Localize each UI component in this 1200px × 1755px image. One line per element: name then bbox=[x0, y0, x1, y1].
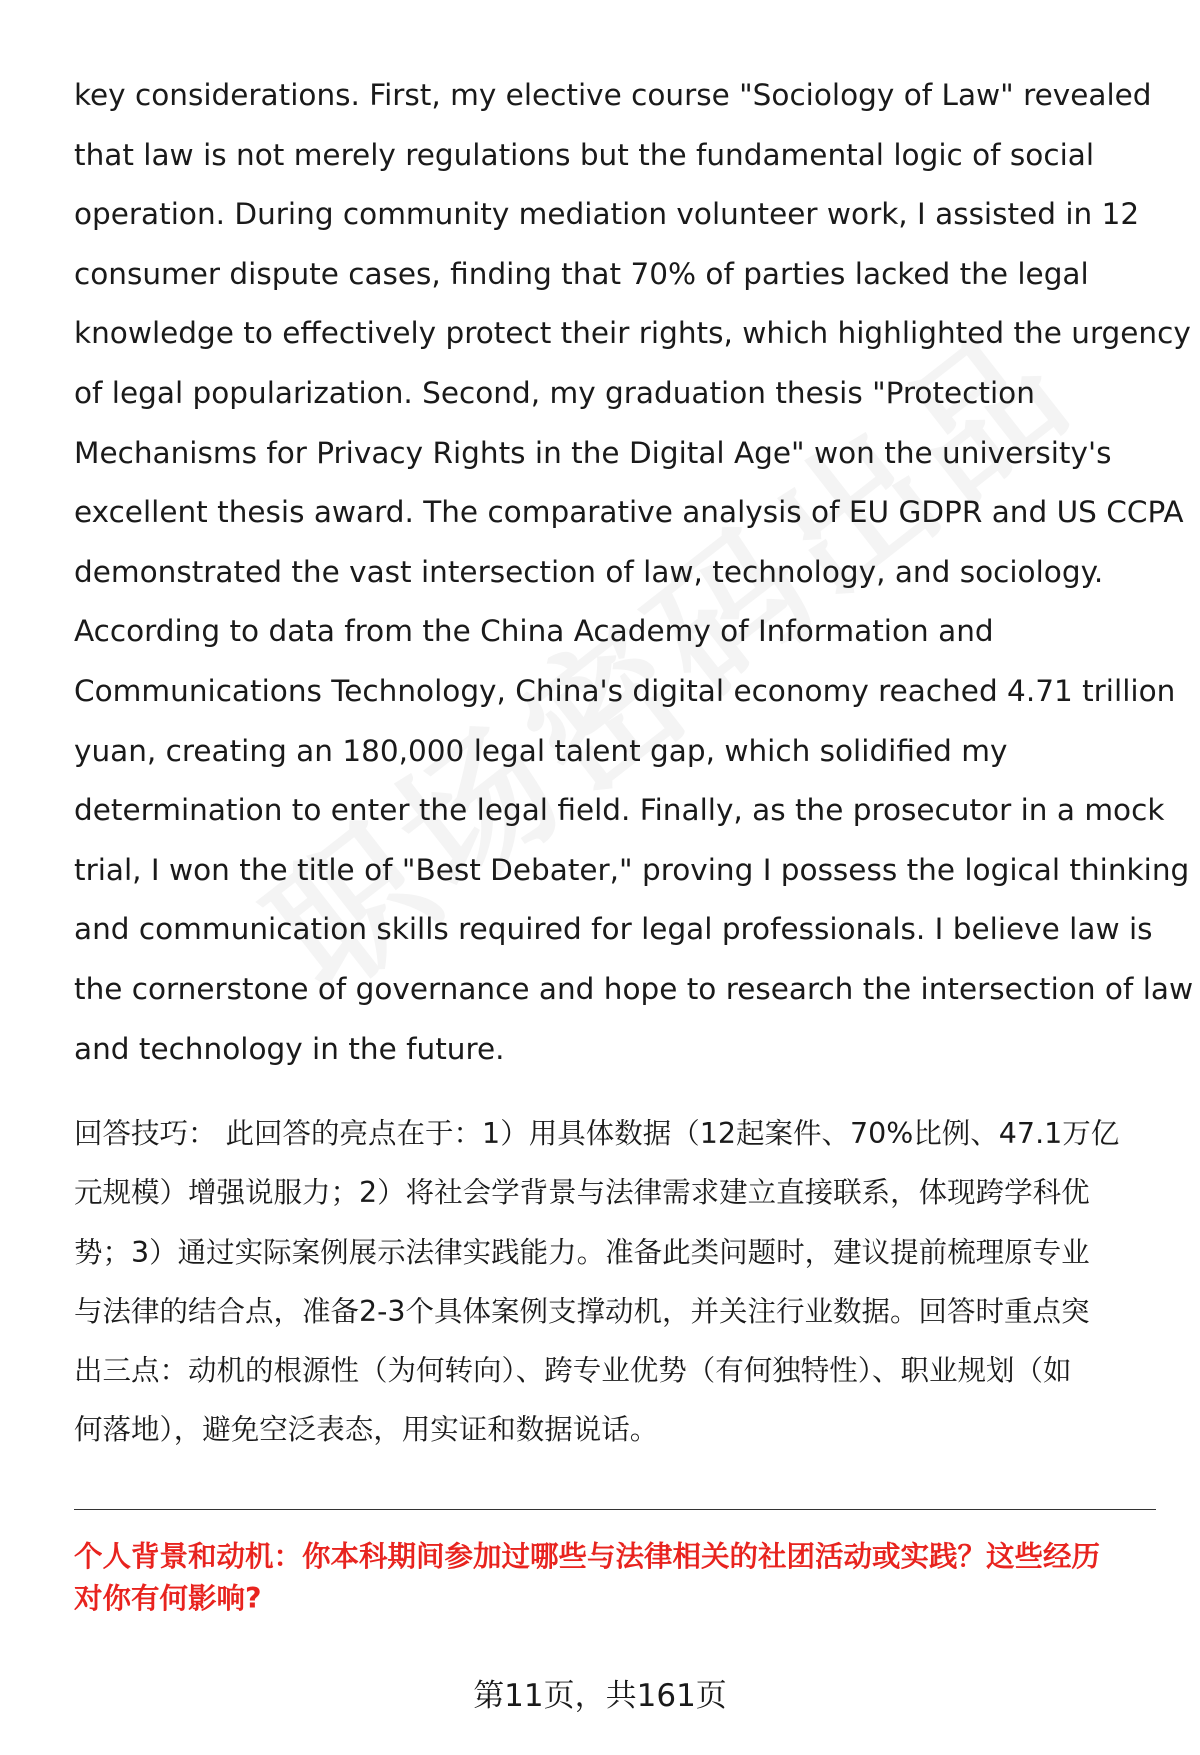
tips-line: 何落地），避免空泛表态，用实证和数据说话。 bbox=[74, 1413, 659, 1447]
answer-line: excellent thesis award. The comparative analysis of EU GDPR and US CCPA bbox=[74, 495, 1184, 530]
answer-paragraph bbox=[74, 66, 1194, 1079]
answer-line: key considerations. First, my elective course "Sociology of Law" revealed bbox=[74, 78, 1152, 112]
answer-line: demonstrated the vast intersection of law, technology, and sociology. bbox=[74, 554, 1104, 589]
answer-tips bbox=[74, 1104, 1164, 1460]
answer-line: operation. During community mediation volunteer work, I assisted in 12 bbox=[74, 197, 1140, 232]
answer-line: consumer dispute cases, finding that 70% of parties lacked the legal bbox=[74, 256, 1089, 291]
answer-line: the cornerstone of governance and hope to research the intersection of law bbox=[74, 971, 1194, 1006]
answer-line: and communication skills required for legal professionals. I believe law is bbox=[74, 912, 1153, 947]
question-line: 个人背景和动机：你本科期间参加过哪些与法律相关的社团活动或实践？这些经历 bbox=[74, 1540, 1101, 1573]
answer-line: of legal popularization. Second, my graduation thesis "Protection bbox=[74, 375, 1035, 410]
section-divider bbox=[74, 1509, 1156, 1510]
page-number: 第11页，共161页 bbox=[473, 1678, 727, 1714]
tips-line: 与法律的结合点，准备2-3个具体案例支撑动机，并关注行业数据。回答时重点突 bbox=[74, 1294, 1090, 1328]
question-line: 对你有何影响? bbox=[74, 1582, 262, 1615]
answer-line: yuan, creating an 180,000 legal talent gap, which solidified my bbox=[74, 733, 1008, 768]
tips-line: 出三点：动机的根源性（为何转向）、跨专业优势（有何独特性）、职业规划（如 bbox=[74, 1354, 1072, 1388]
question-heading bbox=[74, 1536, 1164, 1620]
tips-line: 元规模）增强说服力；2）将社会学背景与法律需求建立直接联系，体现跨学科优 bbox=[74, 1176, 1090, 1210]
answer-line: Communications Technology, China's digital economy reached 4.71 trillion bbox=[74, 673, 1176, 708]
answer-line: that law is not merely regulations but the fundamental logic of social bbox=[74, 137, 1095, 172]
answer-line: trial, I won the title of "Best Debater," proving I possess the logical thinking bbox=[74, 852, 1190, 887]
tips-line: 回答技巧： 此回答的亮点在于：1）用具体数据（12起案件、70%比例、47.1万亿 bbox=[74, 1117, 1120, 1150]
answer-line: Mechanisms for Privacy Rights in the Digital Age" won the university's bbox=[74, 435, 1112, 470]
answer-line: determination to enter the legal field. Finally, as the prosecutor in a mock bbox=[74, 793, 1165, 828]
tips-line: 势；3）通过实际案例展示法律实践能力。准备此类问题时，建议提前梳理原专业 bbox=[74, 1235, 1090, 1269]
answer-line: knowledge to effectively protect their rights, which highlighted the urgency bbox=[74, 316, 1191, 351]
answer-line: According to data from the China Academy of Information and bbox=[74, 614, 994, 649]
answer-line: and technology in the future. bbox=[74, 1031, 505, 1066]
